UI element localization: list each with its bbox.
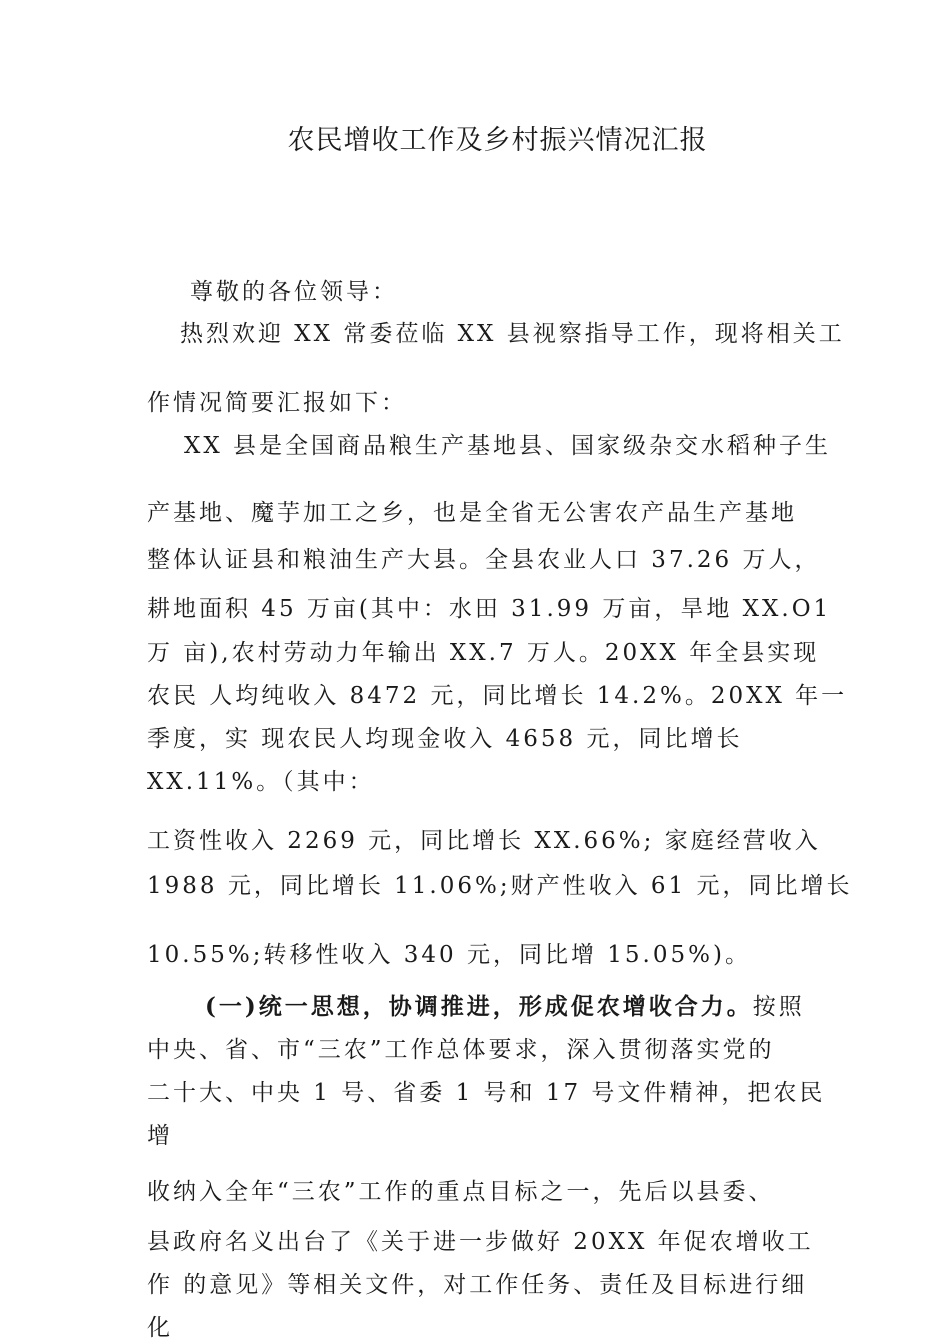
paragraph-line: 收纳入全年“三农”工作的重点目标之一，先后以县委、	[147, 1179, 775, 1205]
section-heading-line	[205, 992, 805, 1022]
section-heading: (一)统一思想，协调推进，形成促农增收合力。	[205, 993, 753, 1020]
paragraph-line: 季度，实 现农民人均现金收入 4658 元，同比增长	[147, 726, 743, 752]
document-title: 农民增收工作及乡村振兴情况汇报	[287, 125, 708, 156]
paragraph-line: 万 亩),农村劳动力年输出 XX.7 万人。20XX 年全县实现	[147, 640, 820, 666]
paragraph-line: 二十大、中央 1 号、省委 1 号和 17 号文件精神，把农民	[147, 1080, 826, 1106]
paragraph-line: 化	[147, 1315, 173, 1341]
paragraph-line: 产基地、魔芋加工之乡，也是全省无公害农产品生产基地	[147, 500, 797, 526]
paragraph-line: XX.11%。（其中：	[147, 769, 375, 795]
paragraph-line: XX 县是全国商品粮生产基地县、国家级杂交水稻种子生	[184, 433, 832, 459]
paragraph-line: 整体认证县和粮油生产大县。全县农业人口 37.26 万人，	[147, 547, 821, 573]
paragraph-line: 1988 元，同比增长 11.06%;财产性收入 61 元，同比增长	[147, 873, 853, 899]
paragraph-line: 10.55%;转移性收入 340 元，同比增 15.05%)。	[147, 942, 751, 968]
paragraph-line: 农民 人均纯收入 8472 元，同比增长 14.2%。20XX 年一	[147, 683, 848, 709]
paragraph-line: 作情况简要汇报如下：	[147, 390, 407, 416]
paragraph-line: 县政府名义出台了《关于进一步做好 20XX 年促农增收工	[147, 1229, 814, 1255]
section-heading-continuation: 按照	[752, 994, 805, 1020]
paragraph-line: 中央、省、市“三农”工作总体要求，深入贯彻落实党的	[147, 1037, 775, 1063]
paragraph-line: 热烈欢迎 XX 常委莅临 XX 县视察指导工作，现将相关工	[180, 321, 845, 347]
paragraph-line: 耕地面积 45 万亩(其中：水田 31.99 万亩，旱地 XX.O1	[147, 596, 832, 622]
paragraph-line: 作 的意见》等相关文件，对工作任务、责任及目标进行细	[147, 1272, 808, 1298]
paragraph-line: 增	[147, 1123, 173, 1149]
paragraph-line: 工资性收入 2269 元，同比增长 XX.66%; 家庭经营收入	[147, 828, 821, 854]
salutation-line: 尊敬的各位领导：	[190, 279, 398, 305]
